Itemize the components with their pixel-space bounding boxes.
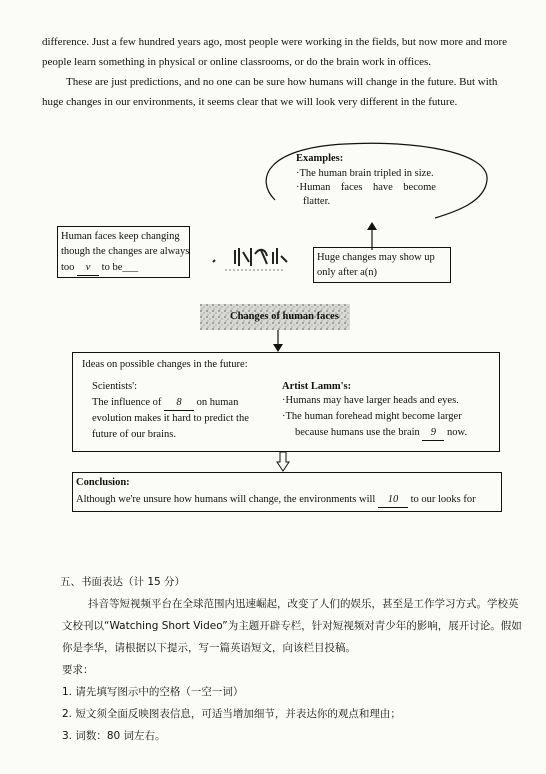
conclusion-pre: Although we're unsure how humans will change, the environments will (76, 494, 376, 505)
art-line-3-pre: because humans use the brain (295, 427, 420, 438)
arrow-up-icon (364, 222, 380, 250)
examples-item-2b: flatter. (303, 196, 331, 207)
handwritten-scribble (205, 240, 295, 274)
scientists-line-2: evolution makes it hard to predict the (92, 413, 249, 424)
scientists-line-1 (92, 396, 238, 411)
passage-line-3: These are just predictions, and no one can be sure how humans will change in the future. But with (66, 76, 498, 88)
blank-9[interactable]: 9 (422, 426, 444, 441)
scientists-title: Scientists': (92, 381, 138, 392)
sci-line-1-pre: The influence of (92, 397, 162, 408)
passage-line-1: difference. Just a few hundred years ago, most people were working in the fields, but now more and more (42, 36, 508, 48)
requirements-title: 要求： (62, 664, 94, 676)
writing-para-2: 文校刊以“Watching Short Video”为主题开辟专栏，针对短视频对青少年的影响，展开讨论。假如 (62, 620, 522, 632)
left-box-line-1: Human faces keep changing (61, 231, 180, 242)
requirement-1: 1. 请先填写图示中的空格（一空一词） (62, 686, 244, 698)
artist-line-1: ·Humans may have larger heads and eyes. (282, 395, 459, 406)
examples-item-1: ·The human brain tripled in size. (296, 168, 434, 179)
blank-10[interactable]: 10 (378, 493, 408, 508)
writing-section-title: 五、书面表达（计 15 分） (60, 576, 186, 588)
arrow-down-icon (270, 330, 286, 352)
artist-line-2: ·The human forehead might become larger (282, 411, 462, 422)
center-label: Changes of human faces (230, 311, 339, 322)
left-box-line-3-post: to be___ (101, 262, 139, 273)
artist-line-3 (295, 426, 467, 441)
scientists-line-3: future of our brains. (92, 429, 176, 440)
right-box-line-1: Huge changes may show up (317, 252, 435, 263)
left-box-line-3-pre: too (61, 262, 75, 273)
requirement-2: 2. 短文须全面反映图表信息，可适当增加细节，并表达你的观点和理由； (62, 708, 401, 720)
blank-8[interactable]: 8 (164, 396, 194, 411)
artist-title: Artist Lamm's: (282, 381, 352, 392)
writing-para-3: 你是李华，请根据以下提示，写一篇英语短文，向该栏目投稿。 (62, 642, 356, 654)
blank-6[interactable]: v (77, 261, 99, 276)
examples-item-2: ·Human faces have become (296, 182, 436, 193)
ideas-heading: Ideas on possible changes in the future: (82, 359, 248, 370)
passage-line-4: huge changes in our environments, it seems clear that we will look very different in the future. (42, 96, 458, 108)
conclusion-line (76, 493, 476, 508)
requirement-3: 3. 词数：80 词左右。 (62, 730, 166, 742)
left-box-line-2: though the changes are always (61, 246, 190, 257)
right-box-line-2: only after a(n) (317, 267, 378, 278)
passage-line-2: people learn something in physical or online classrooms, or do the brain work in offices. (42, 56, 431, 68)
art-line-3-post: now. (447, 427, 468, 438)
examples-title: Examples: (296, 153, 344, 164)
left-box-line-3 (61, 261, 138, 276)
writing-para-1: 抖音等短视频平台在全球范围内迅速崛起，改变了人们的娱乐，甚至是工作学习方式。学校英 (88, 598, 519, 610)
conclusion-post: to our looks for (410, 494, 476, 505)
conclusion-title: Conclusion: (76, 477, 130, 488)
sci-line-1-post: on human (196, 397, 239, 408)
hollow-arrow-down-icon (276, 452, 290, 472)
